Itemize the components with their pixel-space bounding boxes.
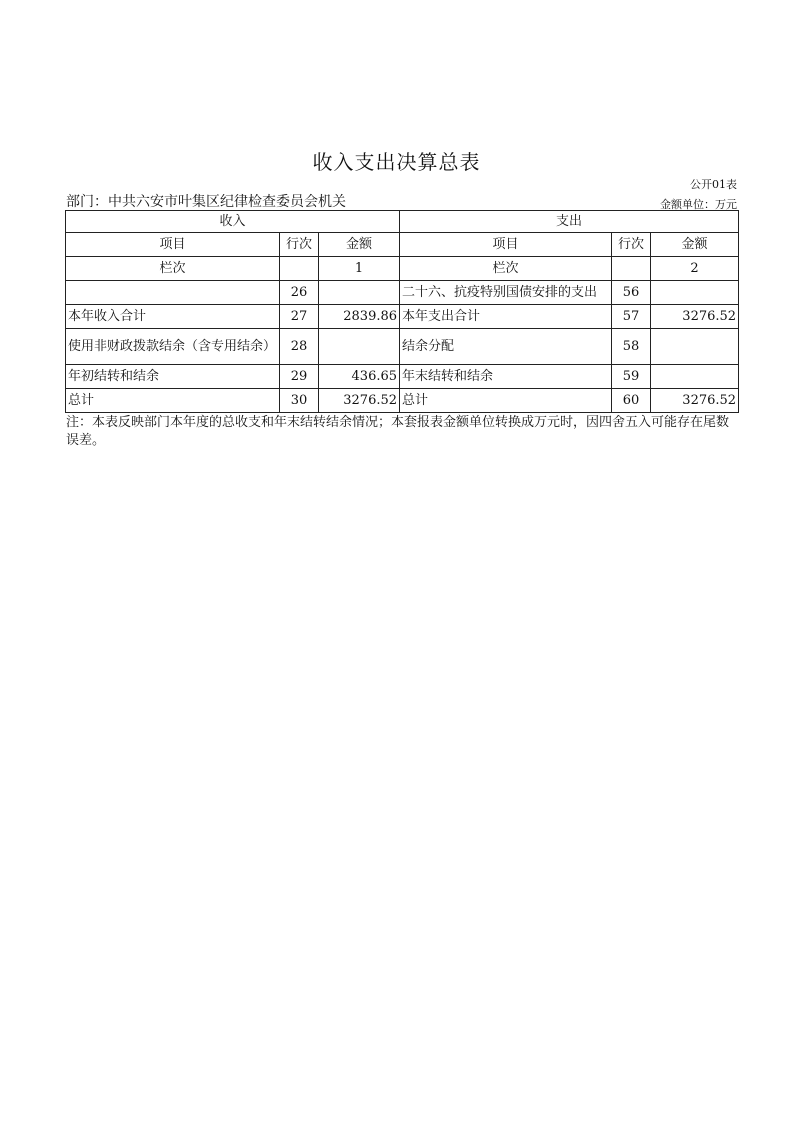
- expense-item: 结余分配: [400, 329, 612, 365]
- department-label: 部门：中共六安市叶集区纪律检查委员会机关: [66, 194, 346, 210]
- income-index-number: 1: [319, 257, 400, 281]
- form-code: 公开01表: [690, 178, 737, 191]
- expense-amount: [651, 281, 739, 305]
- income-line: 26: [280, 281, 319, 305]
- income-line: 28: [280, 329, 319, 365]
- table-row: [66, 305, 739, 329]
- expense-total-line: 60: [612, 389, 651, 413]
- income-item: 年初结转和结余: [66, 365, 280, 389]
- column-header-row: [66, 233, 739, 257]
- income-total-amount: 3276.52: [319, 389, 400, 413]
- expense-line: 58: [612, 329, 651, 365]
- income-total-label: 总计: [66, 389, 280, 413]
- expense-total-label: 总计: [400, 389, 612, 413]
- table-row: [66, 329, 739, 365]
- expense-amount: 3276.52: [651, 305, 739, 329]
- expense-item: 二十六、抗疫特别国债安排的支出: [400, 281, 612, 305]
- expense-line: 57: [612, 305, 651, 329]
- table-row: [66, 281, 739, 305]
- income-amount-header: 金额: [319, 233, 400, 257]
- expense-item: 年末结转和结余: [400, 365, 612, 389]
- income-line: 29: [280, 365, 319, 389]
- expense-index-number: 2: [651, 257, 739, 281]
- income-amount: 436.65: [319, 365, 400, 389]
- expense-index-line: [612, 257, 651, 281]
- income-item: 本年收入合计: [66, 305, 280, 329]
- income-item-header: 项目: [66, 233, 280, 257]
- income-total-line: 30: [280, 389, 319, 413]
- expense-amount: [651, 329, 739, 365]
- table-row-total: [66, 389, 739, 413]
- section-header-row: [66, 211, 739, 233]
- expense-amount: [651, 365, 739, 389]
- footnote: 注：本表反映部门本年度的总收支和年末结转结余情况；本套报表金额单位转换成万元时，因四舍五入可能存在尾数误差。: [66, 415, 730, 448]
- expense-section-header: 支出: [400, 211, 739, 233]
- income-item: [66, 281, 280, 305]
- income-line: 27: [280, 305, 319, 329]
- expense-line: 56: [612, 281, 651, 305]
- expense-line-header: 行次: [612, 233, 651, 257]
- expense-amount-header: 金额: [651, 233, 739, 257]
- income-amount: [319, 281, 400, 305]
- amount-unit: 金额单位：万元: [660, 198, 737, 211]
- income-amount: 2839.86: [319, 305, 400, 329]
- page-title: 收入支出决算总表: [312, 150, 481, 174]
- income-amount: [319, 329, 400, 365]
- expense-line: 59: [612, 365, 651, 389]
- income-index-label: 栏次: [66, 257, 280, 281]
- income-item: 使用非财政拨款结余（含专用结余）: [66, 329, 280, 365]
- table-row: [66, 365, 739, 389]
- expense-total-amount: 3276.52: [651, 389, 739, 413]
- expense-item-header: 项目: [400, 233, 612, 257]
- column-index-row: [66, 257, 739, 281]
- income-index-line: [280, 257, 319, 281]
- expense-index-label: 栏次: [400, 257, 612, 281]
- income-line-header: 行次: [280, 233, 319, 257]
- income-section-header: 收入: [66, 211, 400, 233]
- expense-item: 本年支出合计: [400, 305, 612, 329]
- income-expense-table: [65, 210, 739, 413]
